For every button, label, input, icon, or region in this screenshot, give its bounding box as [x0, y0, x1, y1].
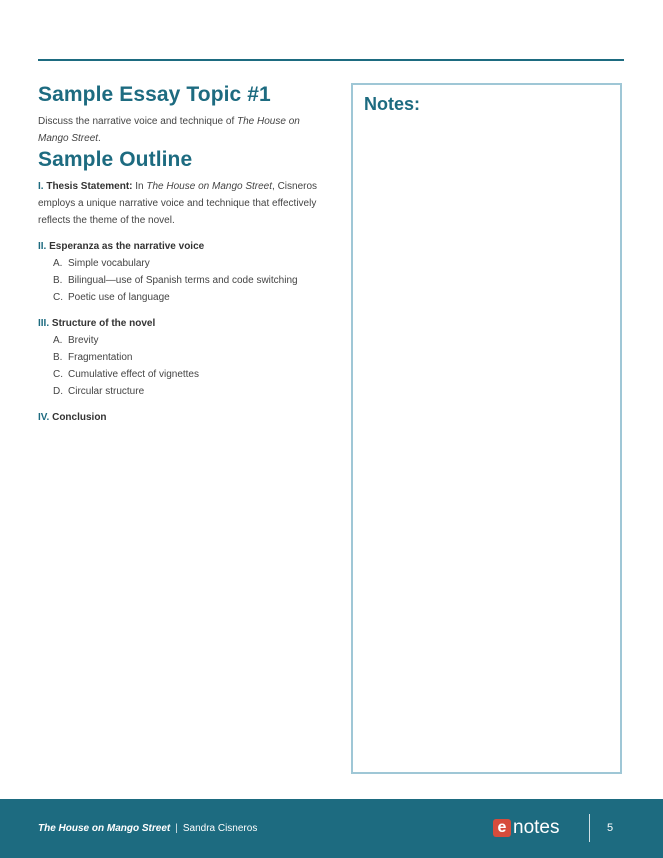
section-roman: III. [38, 318, 50, 329]
topic-text-before: Discuss the narrative voice and technique of [38, 116, 237, 127]
item-text: Circular structure [68, 386, 145, 397]
section-title-text: Structure of the novel [51, 318, 156, 329]
outline-section-3 [38, 316, 328, 400]
topic-text-after: . [98, 133, 101, 144]
item-letter: B. [53, 275, 63, 286]
item-letter: C. [53, 292, 63, 303]
thesis-text-after: , Cisneros employs a unique narrative voice and technique that effectively reflects the theme of the novel. [38, 181, 318, 226]
top-rule [38, 59, 624, 61]
list-item [38, 272, 328, 289]
left-column [38, 82, 328, 426]
list-item [38, 366, 328, 383]
outline-section-4 [38, 410, 328, 426]
item-text: Poetic use of language [68, 292, 170, 303]
item-letter: A. [53, 335, 63, 346]
section-title [38, 239, 328, 255]
footer-separator: | [175, 823, 178, 834]
list-item [38, 289, 328, 306]
page-number: 5 [607, 822, 614, 834]
item-letter: B. [53, 352, 63, 363]
section-roman: IV. [38, 412, 50, 423]
item-text: Fragmentation [68, 352, 133, 363]
thesis-roman: I. [38, 181, 44, 192]
thesis-text-before: In [132, 181, 147, 192]
outline-section-2 [38, 239, 328, 306]
section-title-text: Esperanza as the narrative voice [49, 241, 205, 252]
enotes-logo-text: notes [513, 817, 560, 838]
footer-divider [589, 814, 590, 842]
item-letter: A. [53, 258, 63, 269]
outline-heading: Sample Outline [38, 148, 193, 171]
item-letter: D. [53, 386, 63, 397]
item-text: Cumulative effect of vignettes [68, 369, 199, 380]
footer-book-info [38, 823, 257, 834]
enotes-logo[interactable] [493, 817, 559, 839]
item-text: Simple vocabulary [68, 258, 150, 269]
footer-book-title: The House on Mango Street [38, 823, 171, 834]
notes-box[interactable] [351, 83, 622, 774]
thesis-book-title: The House on Mango Street [146, 181, 273, 192]
topic-book-title: The House on Mango Street [38, 116, 300, 144]
list-item [38, 332, 328, 349]
list-item [38, 255, 328, 272]
thesis-label: Thesis Statement: [46, 181, 133, 192]
notes-title: Notes: [364, 94, 421, 114]
item-text: Bilingual—use of Spanish terms and code switching [68, 275, 298, 286]
section-roman: II. [38, 241, 47, 252]
thesis-statement [38, 178, 328, 229]
section-title [38, 316, 328, 332]
list-item [38, 349, 328, 366]
section-title-text: Conclusion [52, 412, 107, 423]
page-footer [0, 799, 663, 858]
list-item [38, 383, 328, 400]
section-title [38, 410, 328, 426]
essay-topic-heading: Sample Essay Topic #1 [38, 83, 271, 106]
footer-author: Sandra Cisneros [182, 823, 258, 834]
item-text: Brevity [68, 335, 99, 346]
essay-topic-text [38, 113, 328, 147]
item-letter: C. [53, 369, 63, 380]
enotes-logo-e-icon: e [493, 819, 511, 837]
